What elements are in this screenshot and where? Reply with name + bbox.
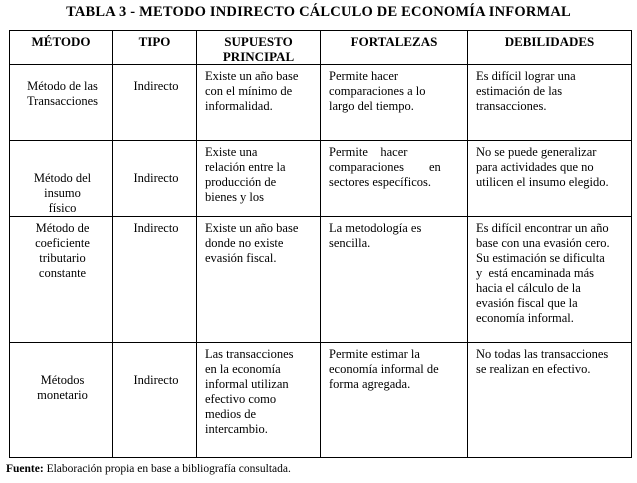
header-metodo: MÉTODO xyxy=(10,31,113,65)
cell-line: estimación de las xyxy=(476,84,563,98)
cell-line: donde no existe xyxy=(205,236,284,250)
cell-line: Permite hacer xyxy=(329,145,408,159)
cell-fortalezas xyxy=(321,141,468,217)
table-title: TABLA 3 - METODO INDIRECTO CÁLCULO DE ECONOMÍA INFORMAL xyxy=(66,4,571,20)
cell-line: constante xyxy=(38,266,87,280)
cell-line: economía informal. xyxy=(476,311,574,325)
footnote-text: Elaboración propia en base a bibliografía consultada. xyxy=(43,463,291,475)
cell-line: Su estimación se dificulta xyxy=(476,251,605,265)
cell-debilidades xyxy=(468,141,632,217)
cell-line: No se puede generalizar xyxy=(476,145,597,159)
cell-line: sectores específicos. xyxy=(329,175,432,189)
cell-line: con el mínimo de xyxy=(205,84,293,98)
cell-line: Existe un año base xyxy=(205,221,299,235)
cell-line: relación entre la xyxy=(205,160,286,174)
cell-line: Método de las xyxy=(27,79,98,93)
cell-line: La metodología es xyxy=(329,221,422,235)
footnote-label: Fuente: xyxy=(6,463,44,475)
cell-line: utilicen el insumo elegido. xyxy=(476,175,609,189)
cell-line: base con una evasión cero. xyxy=(476,236,610,250)
cell-line: largo del tiempo. xyxy=(329,99,414,113)
table-row xyxy=(10,141,632,217)
cell-line: sencilla. xyxy=(329,236,371,250)
cell-fortalezas xyxy=(321,343,468,458)
cell-metodo xyxy=(10,217,113,343)
cell-supuesto xyxy=(197,141,321,217)
header-supuesto xyxy=(197,31,321,65)
cell-debilidades xyxy=(468,217,632,343)
header-supuesto-line1: SUPUESTO xyxy=(224,34,293,49)
header-debilidades: DEBILIDADES xyxy=(468,31,632,65)
cell-line: forma agregada. xyxy=(329,377,411,391)
footnote xyxy=(6,463,291,475)
cell-line: Método del xyxy=(33,171,92,185)
cell-fortalezas xyxy=(321,65,468,141)
cell-tipo xyxy=(113,343,197,458)
cell-line: evasión fiscal que la xyxy=(476,296,578,310)
cell-line: Método de xyxy=(35,221,90,235)
cell-supuesto xyxy=(197,217,321,343)
cell-fortalezas xyxy=(321,217,468,343)
cell-metodo xyxy=(10,65,113,141)
cell-line: Las transacciones xyxy=(205,347,294,361)
cell-tipo xyxy=(113,65,197,141)
cell-line: intercambio. xyxy=(205,422,268,436)
cell-supuesto xyxy=(197,65,321,141)
cell-line: coeficiente xyxy=(35,236,90,250)
header-fortalezas: FORTALEZAS xyxy=(321,31,468,65)
cell-line: medios de xyxy=(205,407,257,421)
cell-line: Indirecto xyxy=(133,221,179,235)
header-tipo: TIPO xyxy=(113,31,197,65)
cell-line: y está encaminada más xyxy=(476,266,595,280)
indirect-methods-table xyxy=(9,30,632,458)
header-row xyxy=(10,31,632,65)
cell-line: efectivo como xyxy=(205,392,277,406)
cell-line: Métodos xyxy=(40,373,85,387)
cell-line: Existe una xyxy=(205,145,258,159)
cell-line: monetario xyxy=(37,388,88,402)
cell-line: para actividades que no xyxy=(476,160,594,174)
cell-line: Transacciones xyxy=(26,94,99,108)
cell-line: informalidad. xyxy=(205,99,273,113)
cell-line: se realizan en efectivo. xyxy=(476,362,591,376)
cell-line: comparaciones en xyxy=(329,160,441,174)
cell-line: economía informal de xyxy=(329,362,439,376)
cell-tipo xyxy=(113,141,197,217)
cell-line: producción de xyxy=(205,175,277,189)
cell-supuesto xyxy=(197,343,321,458)
cell-line: Indirecto xyxy=(133,171,179,185)
header-supuesto-line2: PRINCIPAL xyxy=(222,49,295,64)
cell-line: bienes y los xyxy=(205,190,265,204)
cell-line: informal utilizan xyxy=(205,377,289,391)
cell-line: Permite estimar la xyxy=(329,347,420,361)
cell-line: tributario xyxy=(39,251,86,265)
cell-tipo xyxy=(113,217,197,343)
cell-debilidades xyxy=(468,343,632,458)
cell-metodo xyxy=(10,343,113,458)
cell-line: Permite hacer xyxy=(329,69,399,83)
cell-line: físico xyxy=(48,201,77,215)
cell-line: comparaciones a lo xyxy=(329,84,426,98)
cell-line: No todas las transacciones xyxy=(476,347,609,361)
cell-debilidades xyxy=(468,65,632,141)
table-row xyxy=(10,343,632,458)
cell-line: insumo xyxy=(44,186,81,200)
cell-line: Existe un año base xyxy=(205,69,299,83)
cell-line: evasión fiscal. xyxy=(205,251,277,265)
cell-line: en la economía xyxy=(205,362,281,376)
cell-line: Indirecto xyxy=(133,373,179,387)
cell-line: hacia el cálculo de la xyxy=(476,281,581,295)
cell-line: Es difícil encontrar un año xyxy=(476,221,609,235)
table-row xyxy=(10,217,632,343)
cell-line: Indirecto xyxy=(133,79,179,93)
table-row xyxy=(10,65,632,141)
cell-line: transacciones. xyxy=(476,99,547,113)
cell-metodo xyxy=(10,141,113,217)
cell-line: Es difícil lograr una xyxy=(476,69,576,83)
